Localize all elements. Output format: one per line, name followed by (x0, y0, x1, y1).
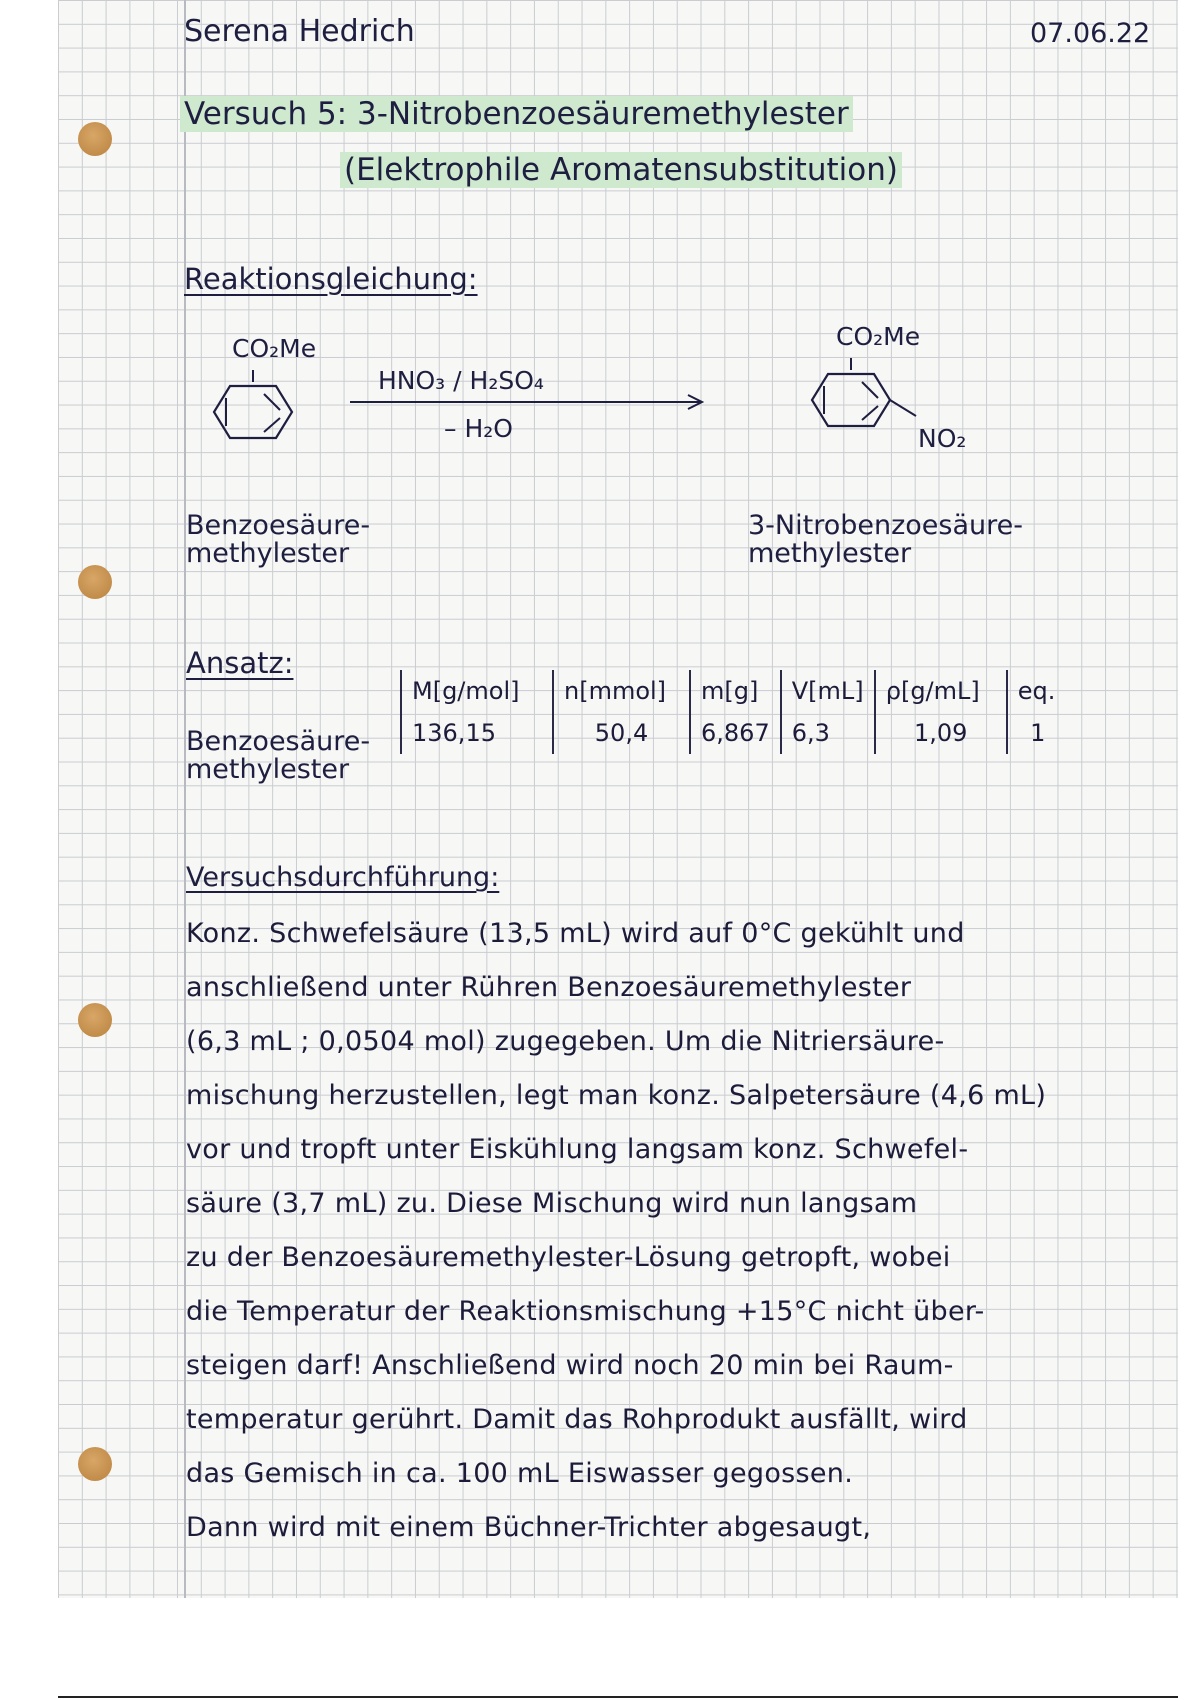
col-density: ρ[g/mL] (875, 670, 1007, 712)
punch-hole-1 (78, 122, 112, 156)
col-molar-mass: M[g/mol] (401, 670, 553, 712)
procedure-line: das Gemisch in ca. 100 mL Eiswasser gegossen. (186, 1458, 854, 1489)
procedure-heading: Versuchsdurchführung: (186, 862, 500, 893)
title-line-1: Versuch 5: 3-Nitrobenzoesäuremethylester (180, 96, 853, 132)
col-volume: V[mL] (781, 670, 875, 712)
procedure-line: temperatur gerührt. Damit das Rohprodukt ausfällt, wird (186, 1404, 968, 1435)
procedure-line: zu der Benzoesäuremethylester-Lösung getropft, wobei (186, 1242, 951, 1273)
cell-molar-mass: 136,15 (401, 712, 553, 754)
punch-hole-3 (78, 1003, 112, 1037)
author-name: Serena Hedrich (184, 14, 415, 49)
procedure-line: mischung herzustellen, legt man konz. Salpetersäure (4,6 mL) (186, 1080, 1047, 1111)
cell-mass: 6,867 (690, 712, 781, 754)
bottom-divider (58, 1696, 1178, 1698)
cell-amount: 50,4 (553, 712, 690, 754)
procedure-line: vor und tropft unter Eiskühlung langsam konz. Schwefel- (186, 1134, 969, 1165)
ansatz-data-row (401, 712, 1068, 754)
procedure-line: Dann wird mit einem Büchner-Trichter abgesaugt, (186, 1512, 872, 1543)
cell-equivalents: 1 (1007, 712, 1068, 754)
cell-volume: 6,3 (781, 712, 875, 754)
ansatz-row-name-line1: Benzoesäure- (186, 726, 371, 757)
experiment-title (180, 96, 853, 132)
ansatz-row-name (186, 728, 370, 784)
title-line-2: (Elektrophile Aromatensubstitution) (340, 152, 902, 188)
procedure-line: säure (3,7 mL) zu. Diese Mischung wird nun langsam (186, 1188, 918, 1219)
procedure-line: die Temperatur der Reaktionsmischung +15°C nicht über- (186, 1296, 985, 1327)
reactant-benzene-ring (208, 370, 298, 450)
product-substituent-ester: CO₂Me (836, 322, 921, 351)
product-name-line1: 3-Nitrobenzoesäure- (748, 510, 1023, 541)
reaction-heading: Reaktionsgleichung: (184, 262, 478, 296)
product-name-line2: methylester (748, 538, 912, 569)
reactant-name (186, 512, 370, 568)
col-mass: m[g] (690, 670, 781, 712)
reactant-substituent: CO₂Me (232, 334, 317, 363)
reactant-name-line1: Benzoesäure- (186, 510, 371, 541)
product-benzene-ring (806, 358, 926, 442)
col-amount: n[mmol] (553, 670, 690, 712)
procedure-line: (6,3 mL ; 0,0504 mol) zugegeben. Um die Nitriersäure- (186, 1026, 945, 1057)
product-substituent-nitro: NO₂ (918, 424, 967, 453)
reaction-arrow (350, 392, 710, 412)
reactant-name-line2: methylester (186, 538, 350, 569)
byproduct-label: – H₂O (444, 414, 513, 443)
procedure-line: anschließend unter Rühren Benzoesäuremethylester (186, 972, 912, 1003)
ansatz-heading: Ansatz: (186, 646, 294, 680)
cell-density: 1,09 (875, 712, 1007, 754)
procedure-line: steigen darf! Anschließend wird noch 20 min bei Raum- (186, 1350, 954, 1381)
procedure-line: Konz. Schwefelsäure (13,5 mL) wird auf 0°C gekühlt und (186, 918, 965, 949)
punch-hole-2 (78, 565, 112, 599)
date: 07.06.22 (1030, 18, 1151, 49)
punch-hole-4 (78, 1447, 112, 1481)
ansatz-table (400, 670, 1068, 754)
reagents-label: HNO₃ / H₂SO₄ (378, 366, 544, 395)
product-name (748, 512, 1023, 568)
ansatz-header-row (401, 670, 1068, 712)
experiment-subtitle (340, 152, 902, 188)
col-equivalents: eq. (1007, 670, 1068, 712)
ansatz-row-name-line2: methylester (186, 754, 350, 785)
